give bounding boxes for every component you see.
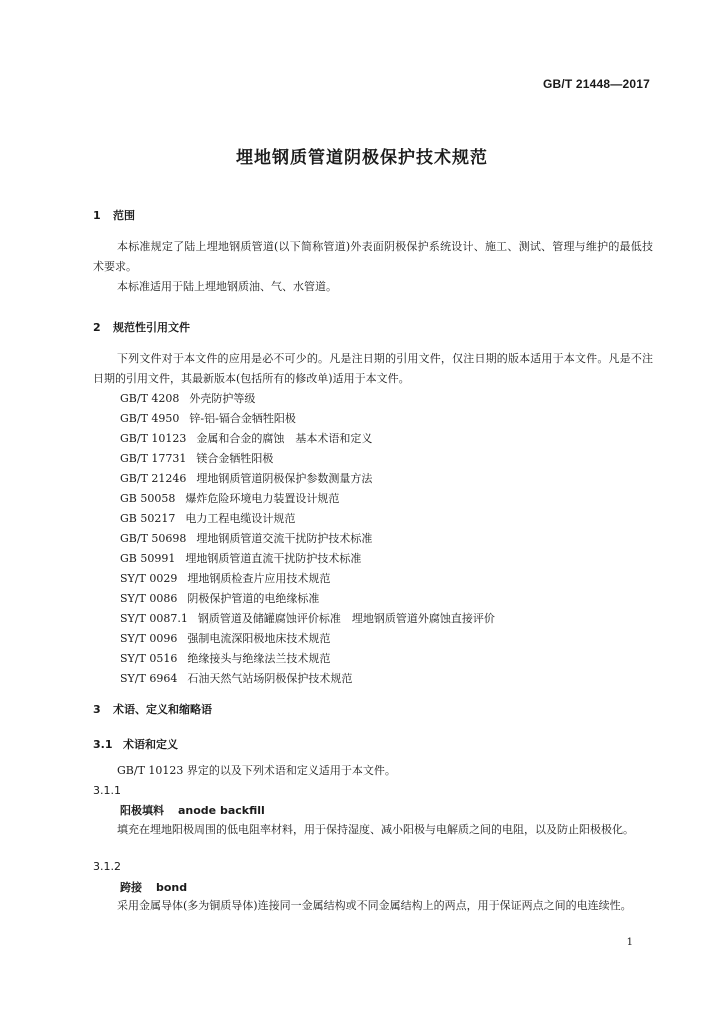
- reference-item: [120, 549, 660, 569]
- section-2-intro: 下列文件对于本文件的应用是必不可少的。凡是注日期的引用文件，仅注日期的版本适用于本文件。凡是不注日期的引用文件，其最新版本(包括所有的修改单)适用于本文件。: [93, 352, 653, 385]
- reference-title: 镁合金牺牲阳极: [196, 452, 274, 465]
- subsection-heading: [93, 736, 178, 752]
- reference-code: SY/T 0086: [120, 592, 178, 605]
- section-title: 术语、定义和缩略语: [113, 703, 212, 716]
- term-definition: 采用金属导体(多为铜质导体)连接同一金属结构或不同金属结构上的两点，用于保证两点之间的电连续性。: [117, 899, 632, 912]
- reference-item: [120, 469, 660, 489]
- section-3-heading: [93, 701, 212, 717]
- reference-code: GB/T 10123: [120, 432, 187, 445]
- terms-intro: GB/T 10123 界定的以及下列术语和定义适用于本文件。: [117, 764, 396, 777]
- reference-title: 埋地钢质管道阴极保护参数测量方法: [196, 472, 373, 485]
- reference-item: [120, 669, 660, 689]
- reference-code: GB/T 17731: [120, 452, 187, 465]
- reference-item: [120, 449, 660, 469]
- reference-title: 埋地钢质管道直流干扰防护技术标准: [185, 552, 362, 565]
- standard-number: GB/T 21448—2017: [542, 77, 650, 91]
- document-title: 埋地钢质管道阴极保护技术规范: [236, 148, 488, 168]
- reference-code: GB 50991: [120, 552, 176, 565]
- reference-item: [120, 489, 660, 509]
- term-name: [120, 879, 187, 895]
- reference-code: SY/T 0029: [120, 572, 178, 585]
- term-number: 3.1.2: [93, 860, 121, 873]
- section-1-heading: [93, 207, 135, 223]
- term-number: 3.1.1: [93, 784, 121, 797]
- reference-list: [120, 389, 660, 689]
- reference-item: [120, 589, 660, 609]
- reference-code: GB/T 21246: [120, 472, 187, 485]
- reference-code: SY/T 6964: [120, 672, 178, 685]
- reference-item: [120, 609, 660, 629]
- section-2-heading: [93, 319, 190, 335]
- term-name-en: anode backfill: [178, 804, 265, 817]
- term-name-en: bond: [156, 881, 188, 894]
- section-number: 2: [93, 321, 101, 334]
- reference-code: SY/T 0096: [120, 632, 178, 645]
- reference-title: 电力工程电缆设计规范: [185, 512, 296, 525]
- reference-title: 外壳防护等级: [189, 392, 256, 405]
- reference-item: [120, 409, 660, 429]
- reference-code: SY/T 0516: [120, 652, 178, 665]
- reference-item: [120, 569, 660, 589]
- section-1-paragraph-1: 本标准规定了陆上埋地钢质管道(以下简称管道)外表面阴极保护系统设计、施工、测试、管理与维护的最低技术要求。: [93, 240, 653, 273]
- reference-title: 绝缘接头与绝缘法兰技术规范: [187, 652, 331, 665]
- reference-code: SY/T 0087.1: [120, 612, 188, 625]
- reference-title: 强制电流深阳极地床技术规范: [187, 632, 331, 645]
- subsection-number: 3.1: [93, 738, 113, 751]
- section-title: 范围: [113, 209, 135, 222]
- section-number: 1: [93, 209, 101, 222]
- reference-code: GB 50058: [120, 492, 176, 505]
- term-name-cn: 跨接: [120, 881, 142, 894]
- reference-title: 锌-铝-镉合金牺牲阳极: [189, 412, 296, 425]
- reference-item: [120, 649, 660, 669]
- reference-title: 石油天然气站场阴极保护技术规范: [187, 672, 353, 685]
- reference-item: [120, 629, 660, 649]
- reference-item: [120, 389, 660, 409]
- reference-code: GB 50217: [120, 512, 176, 525]
- reference-item: [120, 509, 660, 529]
- reference-title: 爆炸危险环境电力装置设计规范: [185, 492, 340, 505]
- reference-code: GB/T 50698: [120, 532, 187, 545]
- reference-code: GB/T 4950: [120, 412, 180, 425]
- term-name-cn: 阳极填料: [120, 804, 164, 817]
- reference-title: 埋地钢质检查片应用技术规范: [187, 572, 331, 585]
- term-definition: 填充在埋地阳极周围的低电阻率材料，用于保持湿度、减小阳极与电解质之间的电阻，以及防止阳极极化。: [117, 823, 634, 836]
- reference-item: [120, 429, 660, 449]
- reference-title: 阴极保护管道的电绝缘标准: [187, 592, 320, 605]
- section-number: 3: [93, 703, 101, 716]
- reference-code: GB/T 4208: [120, 392, 180, 405]
- reference-title: 埋地钢质管道交流干扰防护技术标准: [196, 532, 373, 545]
- section-1-paragraph-2: 本标准适用于陆上埋地钢质油、气、水管道。: [117, 280, 337, 293]
- reference-title: 金属和合金的腐蚀 基本术语和定义: [196, 432, 373, 445]
- term-name: [120, 802, 265, 818]
- section-title: 规范性引用文件: [113, 321, 190, 334]
- reference-title: 钢质管道及储罐腐蚀评价标准 埋地钢质管道外腐蚀直接评价: [197, 612, 495, 625]
- subsection-title: 术语和定义: [123, 738, 178, 751]
- reference-item: [120, 529, 660, 549]
- page-number: 1: [626, 937, 633, 948]
